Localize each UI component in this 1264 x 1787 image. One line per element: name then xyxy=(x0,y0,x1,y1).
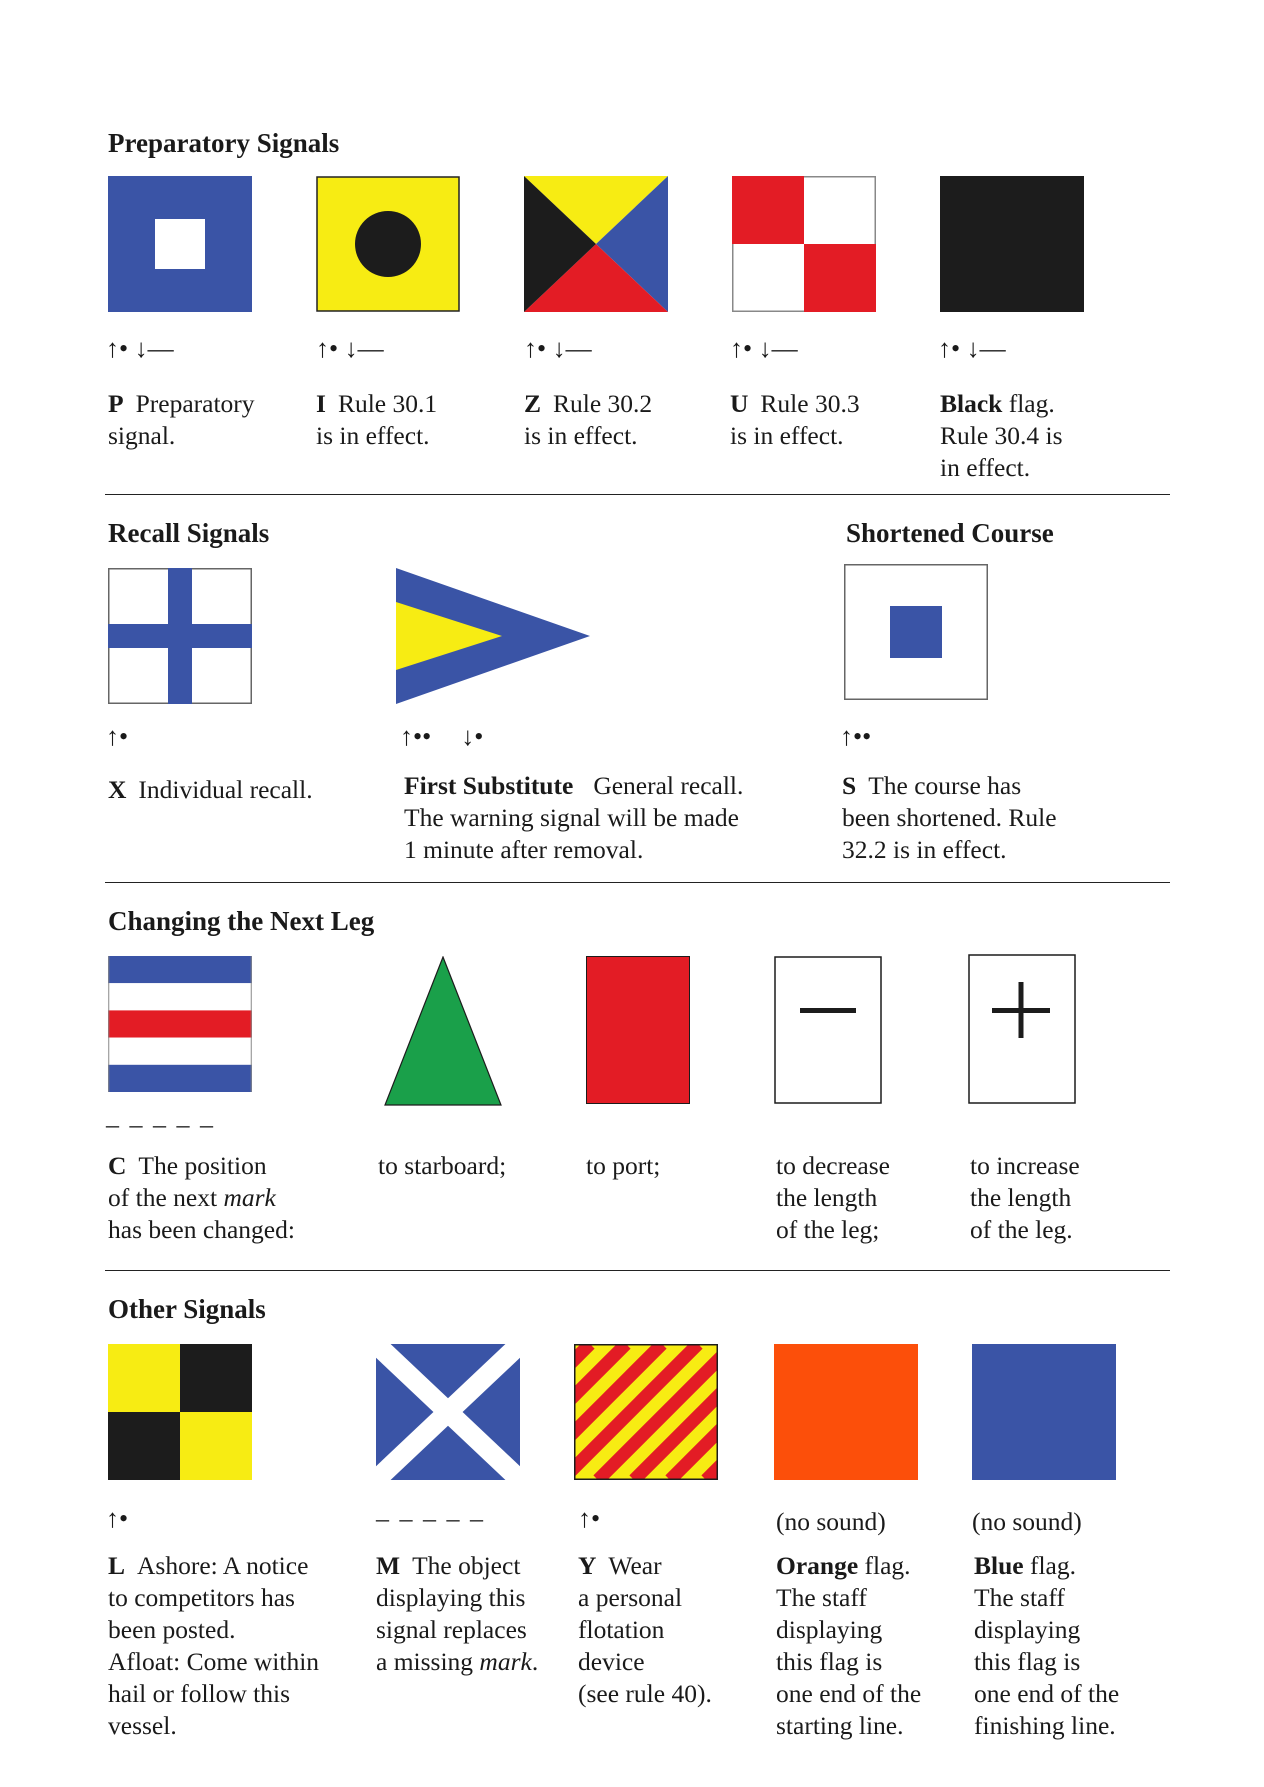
increase-description: to increase the length of the leg. xyxy=(970,1151,1080,1244)
decrease-description: to decrease the length of the leg; xyxy=(776,1151,890,1244)
first-substitute-description: First Substitute General recall. The warning signal will be made 1 minute after removal. xyxy=(404,771,744,864)
sound-signal-z: ↑• ↓— xyxy=(524,334,592,363)
port-description: to port; xyxy=(586,1151,661,1180)
shortened-course-heading: Shortened Course xyxy=(846,518,1054,548)
z-flag xyxy=(524,176,668,312)
u-description: U Rule 30.3 is in effect. xyxy=(730,389,860,450)
divider xyxy=(105,882,1170,883)
z-description: Z Rule 30.2 is in effect. xyxy=(524,389,653,450)
p-flag xyxy=(108,176,252,312)
blue-flag xyxy=(972,1344,1116,1480)
minus-board xyxy=(774,956,882,1104)
sound-signal-p: ↑• ↓— xyxy=(106,334,174,363)
sound-signal-orange: (no sound) xyxy=(776,1507,886,1536)
sound-signal-m: – – – – – xyxy=(376,1504,485,1533)
orange-description: Orange flag. The staff displaying this flag is one end of the starting line. xyxy=(776,1551,922,1740)
m-description: M The object displaying this signal replaces a missing mark. xyxy=(376,1551,539,1676)
green-triangle-shape xyxy=(384,956,502,1106)
red-rectangle-shape xyxy=(586,956,690,1104)
sound-signal-l: ↑• xyxy=(106,1504,129,1533)
s-flag xyxy=(844,564,988,700)
first-substitute-pennant xyxy=(396,568,590,704)
divider xyxy=(105,494,1170,495)
starboard-description: to starboard; xyxy=(378,1151,507,1180)
blue-description: Blue flag. The staff displaying this flag is one end of the finishing line. xyxy=(974,1551,1120,1740)
sound-signal-s: ↑•• xyxy=(840,722,872,751)
black-description: Black flag. Rule 30.4 is in effect. xyxy=(940,389,1063,482)
sound-signal-black: ↑• ↓— xyxy=(938,334,1006,363)
black-flag xyxy=(940,176,1084,312)
c-description: C The position of the next mark has been changed: xyxy=(108,1151,295,1244)
l-description: L Ashore: A notice to competitors has been posted. Afloat: Come within hail or follow this vessel. xyxy=(108,1551,320,1740)
x-flag xyxy=(108,568,252,704)
m-flag xyxy=(376,1344,520,1480)
other-signals-heading: Other Signals xyxy=(108,1294,266,1324)
x-description: X Individual recall. xyxy=(108,775,313,804)
l-flag xyxy=(108,1344,252,1480)
sound-signal-i: ↑• ↓— xyxy=(316,334,384,363)
sound-signal-blue: (no sound) xyxy=(972,1507,1082,1536)
y-description: Y Wear a personal flotation device (see rule 40). xyxy=(578,1551,712,1708)
s-description: S The course has been shortened. Rule 32.2 is in effect. xyxy=(842,771,1057,864)
orange-flag xyxy=(774,1344,918,1480)
sound-signal-u: ↑• ↓— xyxy=(730,334,798,363)
i-description: I Rule 30.1 is in effect. xyxy=(316,389,438,450)
divider xyxy=(105,1270,1170,1271)
p-description: P Preparatory signal. xyxy=(108,389,255,450)
sound-signal-x: ↑• xyxy=(106,722,129,751)
sound-signal-first-substitute: ↑•• ↓• xyxy=(400,722,484,751)
sound-signal-y: ↑• xyxy=(578,1504,601,1533)
next-leg-heading: Changing the Next Leg xyxy=(108,906,375,936)
preparatory-heading: Preparatory Signals xyxy=(108,128,340,158)
plus-board xyxy=(968,954,1076,1104)
recall-heading: Recall Signals xyxy=(108,518,270,548)
sound-signal-c: – – – – – xyxy=(106,1110,215,1139)
u-flag xyxy=(732,176,876,312)
i-flag xyxy=(316,176,460,312)
y-flag xyxy=(574,1344,718,1480)
c-flag xyxy=(108,956,252,1092)
